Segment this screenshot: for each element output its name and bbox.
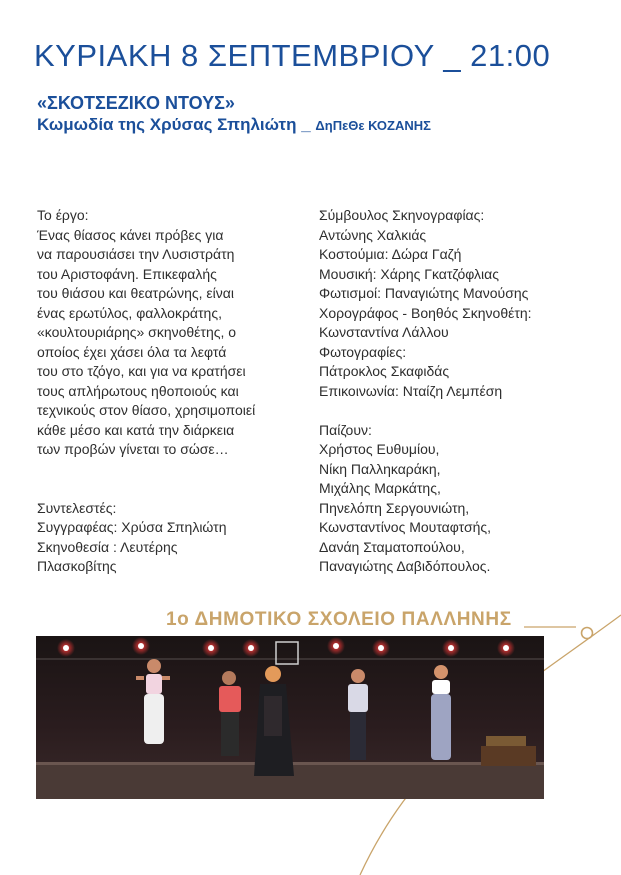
subtitle-organization: ΔηΠεΘε ΚΟΖΑΝΗΣ: [315, 118, 431, 133]
subtitle-main: Κωμωδία της Χρύσας Σπηλιώτη _: [37, 115, 316, 134]
synopsis-line: του στο τζόγο, και για να κρατήσει: [37, 363, 246, 379]
photo-illustration: [36, 636, 544, 799]
synopsis-line: τεχνικούς στον θίασο, χρησιμοποιεί: [37, 402, 256, 418]
play-title: «ΣΚΟΤΣΕΖΙΚΟ ΝΤΟΥΣ»: [37, 93, 235, 113]
cast-line: Κωνσταντίνος Μουταφτσής,: [319, 519, 492, 535]
spacer: [319, 401, 609, 421]
cast-list: [319, 421, 609, 577]
crew-line: Πάτροκλος Σκαφιδάς: [319, 363, 450, 379]
play-subtitle: [37, 114, 431, 137]
crew-line: Φωτισμοί: Παναγιώτης Μανούσης: [319, 285, 529, 301]
crew-line: Επικοινωνία: Νταίζη Λεμπέση: [319, 382, 503, 399]
crew-line: Μουσική: Χάρης Γκατζόφλιας: [319, 265, 499, 282]
cast-line: Μιχάλης Μαρκάτης,: [319, 480, 441, 496]
spacer: [37, 460, 307, 499]
synopsis-line: του θιάσου και θεατρώνης, είναι: [37, 285, 234, 301]
stage-performance-photo: [36, 636, 544, 799]
credits: [37, 499, 307, 577]
school-name: 1ο ΔΗΜΟΤΙΚΟ ΣΧΟΛΕΙΟ ΠΑΛΛΗΝΗΣ: [166, 609, 512, 630]
synopsis-line: Το έργο:: [37, 207, 89, 223]
crew-line: Αντώνης Χαλκιάς: [319, 226, 427, 243]
crew-line: Κωνσταντίνα Λάλλου: [319, 324, 449, 340]
event-date-time: ΚΥΡΙΑΚΗ 8 ΣΕΠΤΕΜΒΡΙΟΥ _ 21:00: [34, 38, 551, 73]
credits-line: Συγγραφέας: Χρύσα Σπηλιώτη: [37, 519, 227, 535]
left-column: [37, 206, 307, 577]
credits-line: Συντελεστές:: [37, 499, 117, 516]
synopsis-line: των προβών γίνεται το σώσε…: [37, 441, 229, 457]
synopsis-line: ένας ερωτύλος, φαλλοκράτης,: [37, 304, 222, 321]
crew-line: Φωτογραφίες:: [319, 343, 407, 360]
synopsis-line: οποίος έχει χάσει όλα τα λεφτά: [37, 343, 227, 360]
crew-line: Σύμβουλος Σκηνογραφίας:: [319, 207, 485, 223]
crew-list: [319, 206, 609, 401]
synopsis-line: να παρουσιάσει την Λυσιστράτη: [37, 246, 235, 262]
cast-line: Παίζουν:: [319, 421, 372, 438]
synopsis-line: Ένας θίασος κάνει πρόβες για: [37, 226, 224, 243]
synopsis-line: του Αριστοφάνη. Επικεφαλής: [37, 265, 217, 282]
synopsis-line: κάθε μέσο και κατά την διάρκεια: [37, 421, 235, 438]
cast-line: Νίκη Παλληκαράκη,: [319, 460, 441, 477]
cast-line: Πηνελόπη Σεργουνιώτη,: [319, 499, 470, 516]
cast-line: Παναγιώτης Δαβιδόπουλος.: [319, 558, 491, 574]
synopsis-line: τους απλήρωτους ηθοποιούς και: [37, 382, 239, 399]
cast-line: Δανάη Σταματοπούλου,: [319, 538, 465, 555]
credits-line: Πλασκοβίτης: [37, 558, 117, 574]
credits-line: Σκηνοθεσία : Λευτέρης: [37, 538, 178, 555]
crew-line: Χορογράφος - Βοηθός Σκηνοθέτη:: [319, 304, 532, 321]
crew-line: Κοστούμια: Δώρα Γαζή: [319, 246, 462, 262]
cast-line: Χρήστος Ευθυμίου,: [319, 441, 440, 457]
synopsis-line: «κουλτουριάρης» σκηνοθέτης, ο: [37, 324, 237, 340]
right-column: [319, 206, 609, 577]
play-synopsis: [37, 206, 307, 460]
